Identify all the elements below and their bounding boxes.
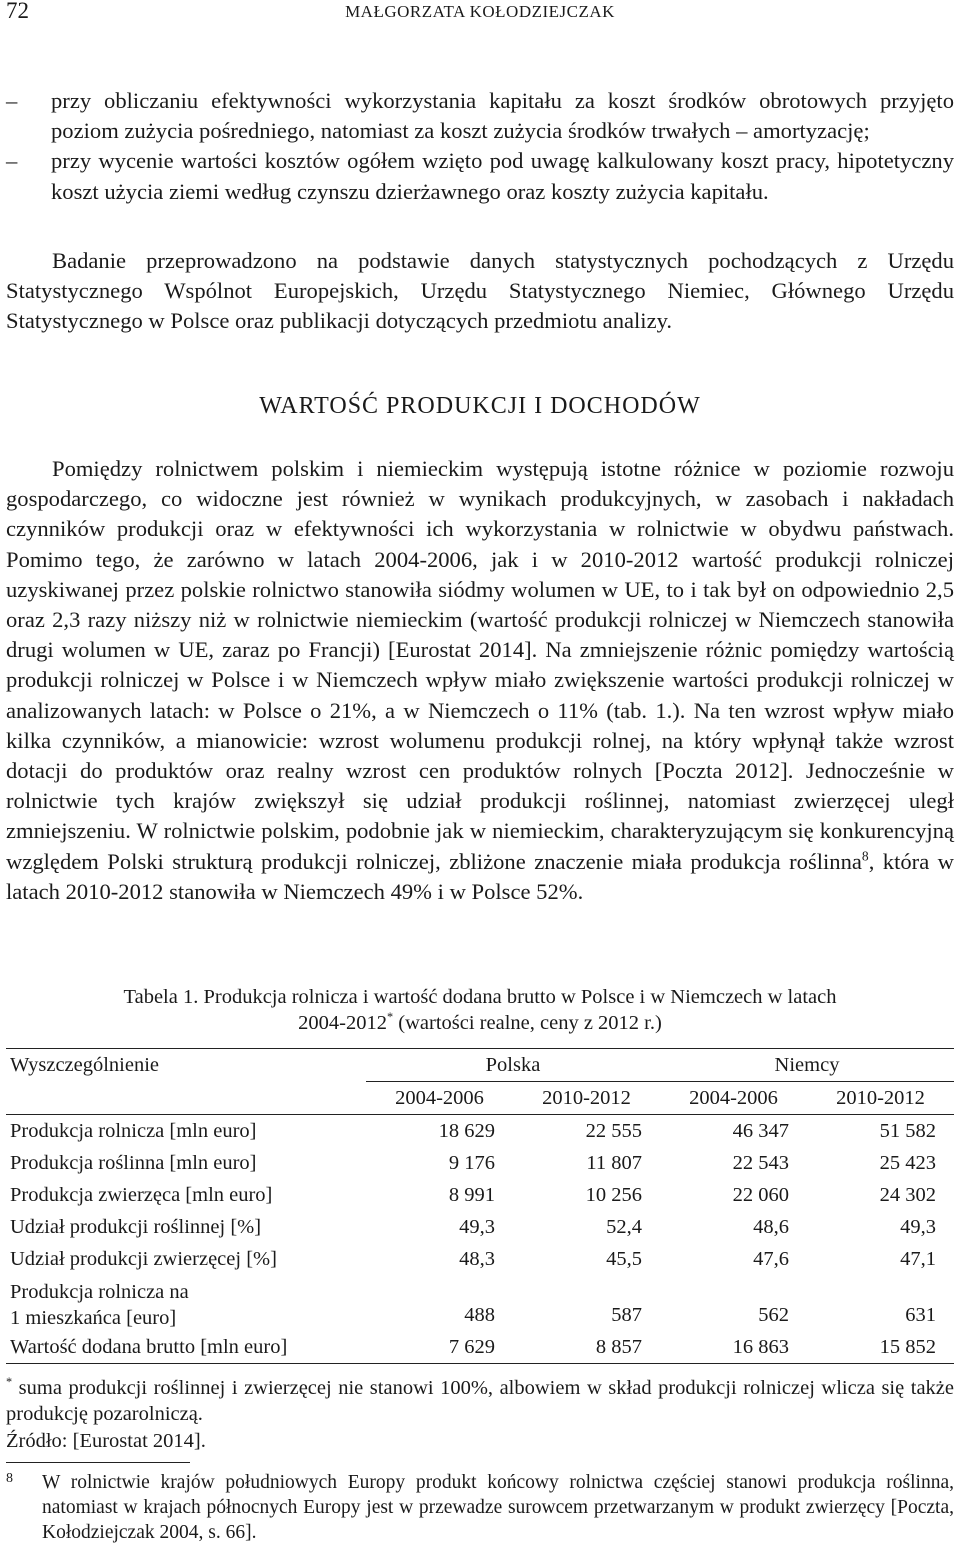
table-row — [6, 1243, 954, 1275]
row-label-line1: Produkcja rolnicza na — [10, 1281, 189, 1303]
paragraph-data-source: Badanie przeprowadzono na podstawie danych statystycznych pochodzących z Urzędu Statystycznego Wspólnot Europejskich, Urzędu Statystycznego Niemiec, Głównego Urzędu Statystycznego w Polsce oraz publikacji dotyczących przedmiotu analizy. — [6, 248, 954, 334]
footnote-reference: 8 — [861, 848, 869, 864]
row-label-line2: 1 mieszkańca [euro] — [10, 1307, 177, 1329]
page-number: 72 — [6, 0, 29, 23]
column-header-label: Wyszczególnienie — [6, 1049, 366, 1082]
table-row — [6, 1211, 954, 1243]
table-note — [6, 1375, 954, 1427]
page-header — [6, 0, 954, 28]
bullet-text: przy wycenie wartości kosztów ogółem wzięto pod uwagę kalkulowany koszt pracy, hipotetyczny koszt użycia ziemi według czynszu dzierżawnego oraz koszty zużycia kapitału. — [51, 148, 954, 204]
column-header-period: 2004-2006 — [660, 1082, 807, 1115]
cell-value: 49,3 — [459, 1215, 495, 1238]
running-head: MAŁGORZATA KOŁODZIEJCZAK — [345, 2, 615, 21]
column-header-period: 2010-2012 — [807, 1082, 954, 1115]
bullet-dash: – — [6, 88, 18, 113]
production-table — [6, 1048, 954, 1364]
cell-value: 16 863 — [660, 1331, 807, 1364]
row-label: Produkcja roślinna [mln euro] — [10, 1151, 257, 1174]
cell-value: 22 060 — [732, 1183, 789, 1206]
cell-value: 15 852 — [807, 1331, 954, 1364]
footnote-text: W rolnictwie krajów południowych Europy produkt końcowy rolnictwa częściej stanowi produkcja roślinna, natomiast w krajach północnych Europy jest w przewadze surowcem przetwarzanym w produkt zwierzęcy [Poczta, Kołodziejczak 2004, s. 66]. — [42, 1472, 954, 1543]
footnote-divider — [6, 1462, 190, 1463]
row-label: Produkcja zwierzęca [mln euro] — [10, 1183, 273, 1206]
bullet-text: przy obliczaniu efektywności wykorzystania kapitału za koszt środków obrotowych przyjęto poziom zużycia pośredniego, natomiast za koszt zużycia środków trwałych – amortyzację; — [51, 88, 954, 144]
cell-value: 8 991 — [448, 1183, 495, 1206]
cell-value: 22 555 — [585, 1119, 642, 1142]
cell-value: 52,4 — [606, 1215, 642, 1238]
cell-value: 46 347 — [732, 1119, 789, 1142]
column-header-period: 2004-2006 — [366, 1082, 513, 1115]
bullet-item — [6, 146, 954, 206]
table-header-row — [6, 1049, 954, 1082]
bullet-dash: – — [6, 148, 18, 174]
paragraph-main — [6, 454, 954, 907]
table-row — [6, 1275, 954, 1331]
table-note-star: * — [6, 1375, 13, 1390]
cell-value: 587 — [611, 1304, 642, 1326]
table-caption-line2 — [40, 1010, 920, 1036]
table-caption-years: 2004-2012 — [298, 1012, 387, 1034]
cell-value: 11 807 — [586, 1151, 642, 1174]
cell-value: 631 — [905, 1304, 936, 1326]
section-heading: WARTOŚĆ PRODUKCJI I DOCHODÓW — [259, 393, 701, 419]
cell-value: 47,1 — [900, 1247, 936, 1270]
cell-value: 47,6 — [753, 1247, 789, 1270]
bullet-item — [6, 86, 954, 146]
table-period-row — [6, 1082, 954, 1115]
paragraph-text: Pomiędzy rolnictwem polskim i niemieckim występują istotne różnice w poziomie rozwoju gospodarczego, co widoczne jest również w wynikach produkcyjnych, w zasobach i nakładach czynników produkcji oraz w efektywności ich wykorzystania w rolnictwie w obydwu państwach. Pomimo tego, że zarówno w latach 2004-2006, jak i w 2010-2012 wartość produkcji rolniczej uzyskiwanej przez polskie rolnictwo stanowiła siódmy wolumen w UE, to i tak był on odpowiednio 2,5 oraz 2,3 razy niższy niż w rolnictwie niemieckim (wartość produkcji rolniczej w Niemczech stanowiła drugi wolumen w UE, zaraz po Francji) [Eurostat 2014]. Na zmniejszenie różnic pomiędzy wartością produkcji rolniczej w Polsce i w Niemczech wpływ miało zwiększenie wartości produkcji rolniczej w analizowanych latach: w Polsce o 21%, a w Niemczech o 11% (tab. 1.). Na ten wzrost wpływ miało kilka czynników, a mianowicie: wzrost wolumenu produkcji rolnej, na który wpłynął także wzrost dotacji do produktów oraz realny wzrost cen produktów rolnych [Poczta 2012]. Jednocześnie w rolnictwie tych krajów zwiększył się udział produkcji roślinnej, natomiast zwierzęcej uległ zmniejszeniu. W rolnictwie polskim, podobnie jak w niemieckim, charakteryzującym się konkurencyjną względem Polski strukturą produkcji rolniczej, zbliżone znaczenie miała produkcja roślinna — [6, 456, 954, 874]
column-group-germany: Niemcy — [660, 1049, 954, 1082]
cell-value: 25 423 — [879, 1151, 936, 1174]
cell-value: 51 582 — [879, 1119, 936, 1142]
cell-value: 45,5 — [606, 1247, 642, 1270]
table-caption-line1: Tabela 1. Produkcja rolnicza i wartość dodana brutto w Polsce i w Niemczech w latach — [123, 986, 837, 1008]
row-label: Udział produkcji roślinnej [%] — [10, 1215, 262, 1238]
table-row — [6, 1115, 954, 1148]
paragraph-text-end: , która w latach 2010-2012 stanowiła w Niemczech 49% i w Polsce 52%. — [6, 848, 954, 904]
cell-value: 7 629 — [366, 1331, 513, 1364]
cell-value: 18 629 — [438, 1119, 495, 1142]
row-label: Udział produkcji zwierzęcej [%] — [10, 1247, 277, 1270]
cell-value: 9 176 — [448, 1151, 495, 1174]
row-label: Produkcja rolnicza [mln euro] — [10, 1119, 257, 1142]
table-row — [6, 1331, 954, 1364]
table-row — [6, 1147, 954, 1179]
column-group-poland: Polska — [366, 1049, 660, 1082]
row-label — [6, 1275, 366, 1331]
cell-value: 48,3 — [459, 1247, 495, 1270]
table-caption-note: (wartości realne, ceny z 2012 r.) — [393, 1012, 662, 1034]
table-row — [6, 1179, 954, 1211]
cell-value: 8 857 — [513, 1331, 660, 1364]
column-header-empty — [6, 1082, 366, 1115]
cell-value: 562 — [758, 1304, 789, 1326]
cell-value: 488 — [464, 1304, 495, 1326]
cell-value: 24 302 — [879, 1183, 936, 1206]
table-caption — [40, 984, 920, 1036]
table-caption-star: * — [387, 1010, 394, 1025]
column-header-period: 2010-2012 — [513, 1082, 660, 1115]
cell-value: 49,3 — [900, 1215, 936, 1238]
bullet-list — [6, 86, 954, 207]
row-label: Wartość dodana brutto [mln euro] — [6, 1331, 366, 1364]
footnote-mark: 8 — [6, 1471, 13, 1486]
cell-value: 48,6 — [753, 1215, 789, 1238]
table-note-text: suma produkcji roślinnej i zwierzęcej nie stanowi 100%, albowiem w skład produkcji rolniczej wlicza się także produkcję pozarolniczą. — [6, 1377, 954, 1425]
cell-value: 10 256 — [585, 1183, 642, 1206]
table-source: Źródło: [Eurostat 2014]. — [6, 1430, 206, 1452]
footnote — [6, 1470, 954, 1545]
cell-value: 22 543 — [732, 1151, 789, 1174]
